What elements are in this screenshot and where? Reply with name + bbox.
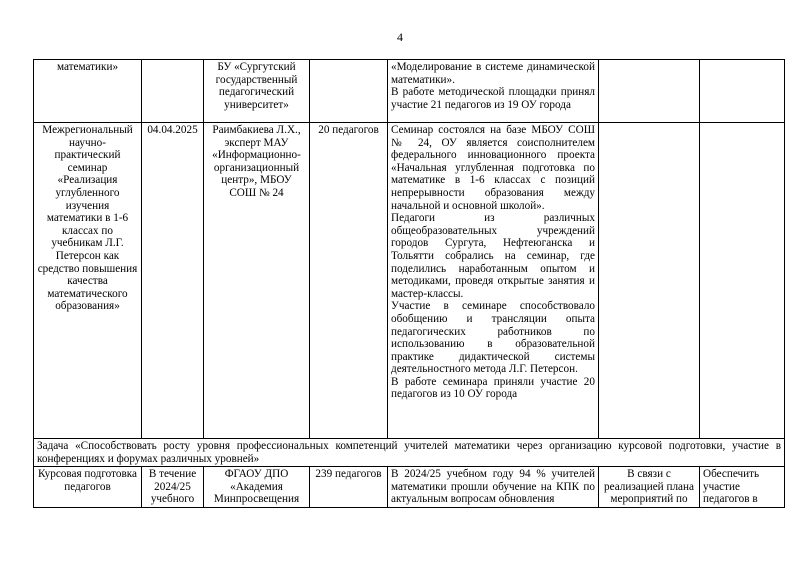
task-cell: Задача «Способствовать росту уровня профессиональных компетенций учителей математики через организацию курсовой подготовки, участие в конференциях и форумах различных уровней» <box>34 439 785 467</box>
task-row <box>34 439 785 467</box>
actions-cell <box>700 60 785 123</box>
participants-cell <box>310 60 388 123</box>
result-paragraph: В работе семинара приняли участие 20 педагогов из 10 ОУ города <box>391 375 595 401</box>
result-paragraph: Семинар состоялся на базе МБОУ СОШ № 24, ОУ является соисполнителем федерального инновационного проекта «Начальная углубленная подготовка по математике в 1-6 классах с позиций непрерывности образования между начальной и основной школой». <box>391 124 595 212</box>
event-cell: математики» <box>34 60 142 123</box>
result-cell <box>388 123 599 439</box>
table-row <box>34 467 785 508</box>
date-cell <box>142 60 204 123</box>
actions-cell <box>700 123 785 439</box>
notes-cell: В связи с реализацией плана мероприятий по <box>599 467 700 508</box>
actions-cell: Обеспечить участие педагогов в <box>700 467 785 508</box>
notes-cell <box>599 60 700 123</box>
table-row <box>34 60 785 123</box>
date-cell: 04.04.2025 <box>142 123 204 439</box>
organizer-cell: ФГАОУ ДПО «Академия Минпросвещения <box>204 467 310 508</box>
event-cell: Межрегиональный научно-практический семинар «Реализация углубленного изучения математики в 1-6 классах по учебникам Л.Г. Петерсон как средство повышения качества математического образования» <box>34 123 142 439</box>
page-number: 4 <box>397 30 403 44</box>
table-row <box>34 123 785 439</box>
organizer-cell: Раимбакиева Л.Х., эксперт МАУ «Информационно-организационный центр», МБОУ СОШ № 24 <box>204 123 310 439</box>
result-paragraph: «Моделирование в системе динамической математики». <box>391 61 595 86</box>
result-paragraph: Педагоги из различных общеобразовательных учреждений городов Сургута, Нефтеюганска и Тольятти собрались на семинар, где поделились наработанным опытом и методиками, проведя открытые занятия и мастер-классы. <box>391 212 595 300</box>
result-paragraph: Участие в семинаре способствовало обобщению и трансляции опыта педагогических работников по использованию в образовательной практике дидактической системы деятельностного метода Л.Г. Петерсон. <box>391 300 595 376</box>
participants-cell: 239 педагогов <box>310 467 388 508</box>
result-paragraph: В работе методической площадки принял участие 21 педагогов из 19 ОУ города <box>391 86 595 111</box>
result-cell <box>388 60 599 123</box>
date-cell: В течение 2024/25 учебного <box>142 467 204 508</box>
notes-cell <box>599 123 700 439</box>
participants-cell: 20 педагогов <box>310 123 388 439</box>
event-cell: Курсовая подготовка педагогов <box>34 467 142 508</box>
report-table <box>33 59 785 508</box>
result-cell: В 2024/25 учебном году 94 % учителей математики прошли обучение на КПК по актуальным вопросам обновления <box>388 467 599 508</box>
organizer-cell: БУ «Сургутский государственный педагогический университет» <box>204 60 310 123</box>
